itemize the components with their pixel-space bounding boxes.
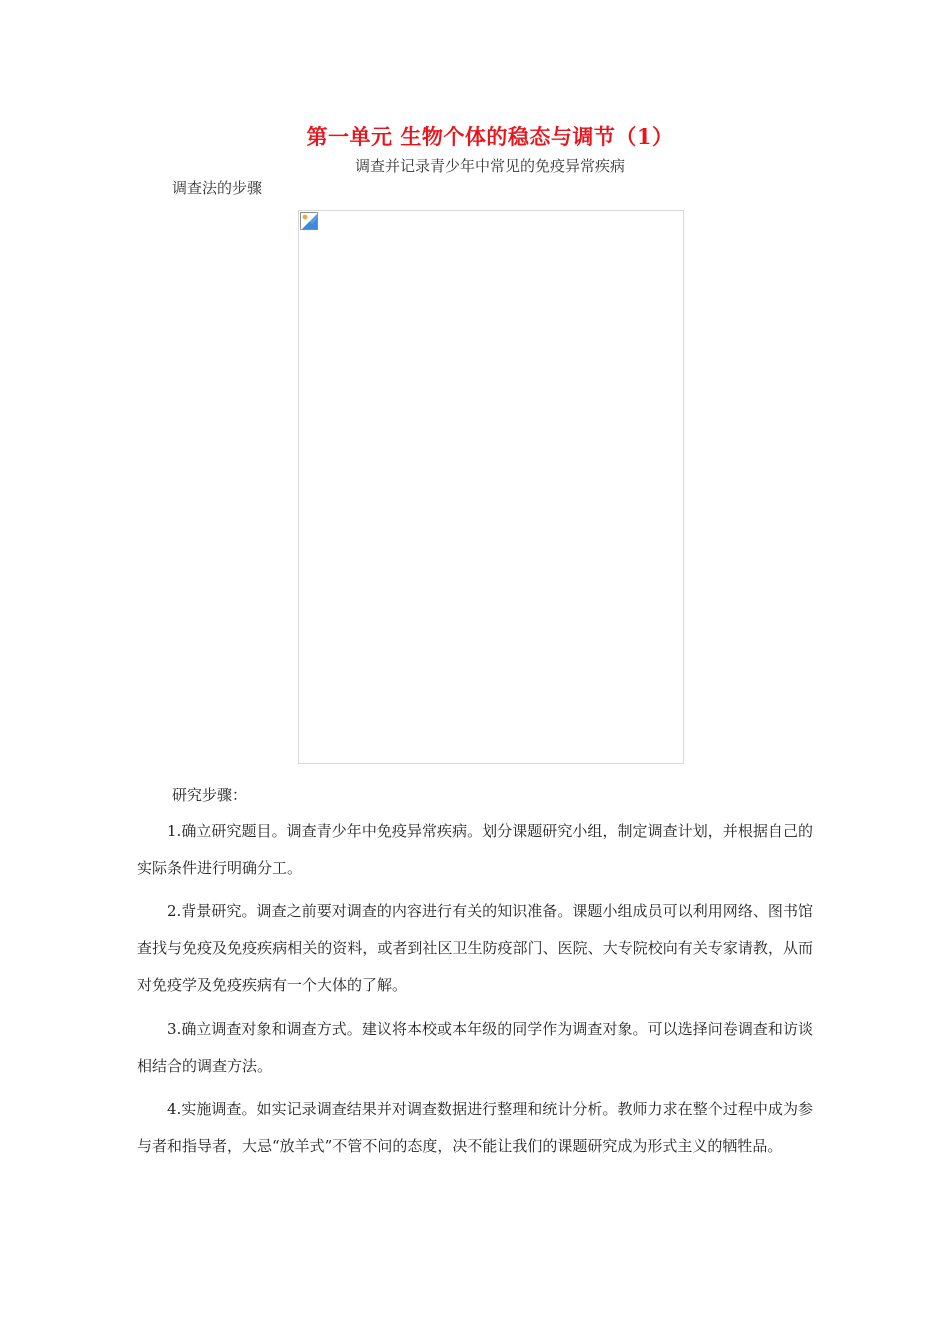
figure-image xyxy=(298,210,684,764)
paragraph-step-3 xyxy=(137,1011,813,1085)
paragraph-step-1 xyxy=(137,813,813,887)
paragraph-step-4 xyxy=(137,1091,813,1165)
document-subtitle: 调查并记录青少年中常见的免疫异常疾病 xyxy=(354,157,625,175)
paragraph-text: 2.背景研究。调查之前要对调查的内容进行有关的知识准备。课题小组成员可以利用网络、图书馆查找与免疫及免疫疾病相关的资料，或者到社区卫生防疫部门、医院、大专院校向有关专家请教，从而对免疫学及免疫疾病有一个大体的了解。 xyxy=(137,902,813,994)
section-heading: 调查法的步骤 xyxy=(172,179,263,197)
document-title: 第一单元 生物个体的稳态与调节（1） xyxy=(306,124,674,149)
broken-image-icon xyxy=(300,212,318,230)
paragraph-text: 1.确立研究题目。调查青少年中免疫异常疾病。划分课题研究小组，制定调查计划，并根据自己的实际条件进行明确分工。 xyxy=(137,822,813,877)
paragraph-text: 3.确立调查对象和调查方式。建议将本校或本年级的同学作为调查对象。可以选择问卷调查和访谈相结合的调查方法。 xyxy=(137,1020,813,1075)
steps-label: 研究步骤： xyxy=(172,786,248,804)
paragraph-text: 4.实施调查。如实记录调查结果并对调查数据进行整理和统计分析。教师力求在整个过程中成为参与者和指导者，大忌“放羊式”不管不问的态度，决不能让我们的课题研究成为形式主义的牺牲品。 xyxy=(137,1100,813,1155)
paragraph-step-2 xyxy=(137,893,813,1004)
